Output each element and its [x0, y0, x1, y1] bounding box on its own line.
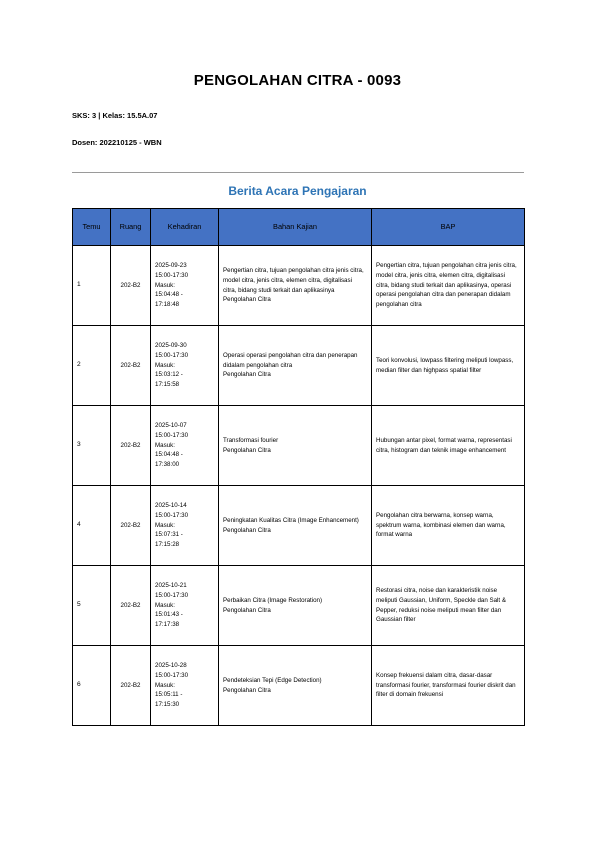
cell-bap: Hubungan antar pixel, format warna, representasi citra, histogram dan teknik image enhancement: [372, 406, 525, 486]
cell-bap: Teori konvolusi, lowpass filtering meliputi lowpass, median filter dan highpass spatial filter: [372, 326, 525, 406]
cell-bap: Restorasi citra, noise dan karakteristik noise meliputi Gaussian, Uniform, Speckle dan Salt & Pepper, reduksi noise meliputi mean filter dan Gaussian filter: [372, 566, 525, 646]
table-row: [73, 486, 525, 566]
cell-bahan-kajian: Pengertian citra, tujuan pengolahan citra jenis citra, model citra, jenis citra, elemen citra, digitalisasi citra, bidang studi terkait dan aplikasinya Pengolahan Citra: [219, 246, 372, 326]
cell-kehadiran: 2025-10-21 15:00-17:30 Masuk: 15:01:43 - 17:17:38: [151, 566, 219, 646]
table-row: [73, 646, 525, 726]
table-row: [73, 326, 525, 406]
lecturer-info-text: Dosen: 202210125 - WBN: [72, 138, 162, 147]
cell-bap: Konsep frekuensi dalam citra, dasar-dasar transformasi fourier, transformasi fourier diskrit dan filter di domain frekuensi: [372, 646, 525, 726]
cell-bahan-kajian: Peningkatan Kualitas Citra (Image Enhancement) Pengolahan Citra: [219, 486, 372, 566]
table-row: [73, 566, 525, 646]
document-title: PENGOLAHAN CITRA - 0093: [193, 72, 402, 89]
course-info-text: SKS: 3 | Kelas: 15.5A.07: [72, 111, 158, 120]
cell-temu: 1: [73, 246, 111, 326]
cell-kehadiran: 2025-10-14 15:00-17:30 Masuk: 15:07:31 - 17:15:28: [151, 486, 219, 566]
cell-bahan-kajian: Transformasi fourier Pengolahan Citra: [219, 406, 372, 486]
cell-ruang: 202-B2: [111, 246, 151, 326]
table-header-row: [73, 209, 525, 246]
cell-temu: 5: [73, 566, 111, 646]
header-temu: Temu: [73, 209, 111, 246]
cell-kehadiran: 2025-09-30 15:00-17:30 Masuk: 15:03:12 - 17:15:58: [151, 326, 219, 406]
cell-bahan-kajian: Pendeteksian Tepi (Edge Detection) Pengolahan Citra: [219, 646, 372, 726]
cell-bap: Pengolahan citra berwarna, konsep warna, spektrum warna, kombinasi elemen dan warna, format warna: [372, 486, 525, 566]
cell-ruang: 202-B2: [111, 486, 151, 566]
header-kehadiran: Kehadiran: [151, 209, 219, 246]
header-bahan-kajian: Bahan Kajian: [219, 209, 372, 246]
cell-ruang: 202-B2: [111, 406, 151, 486]
section-title: Berita Acara Pengajaran: [228, 184, 367, 198]
teaching-report-table: [72, 208, 525, 726]
lecturer-info: [72, 138, 162, 147]
header-ruang: Ruang: [111, 209, 151, 246]
cell-ruang: 202-B2: [111, 646, 151, 726]
cell-kehadiran: 2025-10-28 15:00-17:30 Masuk: 15:05:11 - 17:15:30: [151, 646, 219, 726]
table-row: [73, 246, 525, 326]
cell-ruang: 202-B2: [111, 326, 151, 406]
course-info: [72, 111, 157, 120]
cell-bap: Pengertian citra, tujuan pengolahan citra jenis citra, model citra, jenis citra, elemen citra, digitalisasi citra, bidang studi terkait dan aplikasinya, operasi operasi pengolahan citra dan penerapan didalam pengolahan citra: [372, 246, 525, 326]
cell-temu: 4: [73, 486, 111, 566]
header-bap: BAP: [372, 209, 525, 246]
table-row: [73, 406, 525, 486]
cell-ruang: 202-B2: [111, 566, 151, 646]
divider: [72, 172, 524, 173]
cell-temu: 6: [73, 646, 111, 726]
cell-temu: 3: [73, 406, 111, 486]
cell-bahan-kajian: Perbaikan Citra (Image Restoration) Pengolahan Citra: [219, 566, 372, 646]
cell-kehadiran: 2025-09-23 15:00-17:30 Masuk: 15:04:48 - 17:18:48: [151, 246, 219, 326]
cell-temu: 2: [73, 326, 111, 406]
cell-kehadiran: 2025-10-07 15:00-17:30 Masuk: 15:04:48 - 17:38:00: [151, 406, 219, 486]
cell-bahan-kajian: Operasi operasi pengolahan citra dan penerapan didalam pengolahan citra Pengolahan Citra: [219, 326, 372, 406]
